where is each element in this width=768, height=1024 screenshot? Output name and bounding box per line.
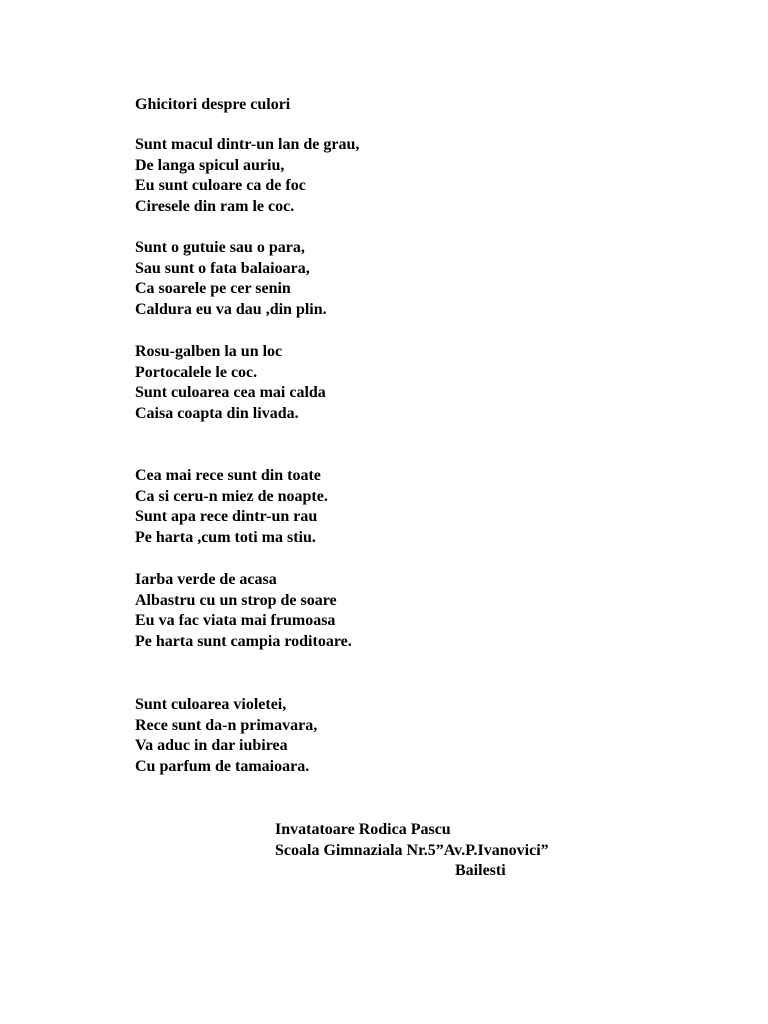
- poem-line: Cu parfum de tamaioara.: [135, 758, 310, 776]
- riddle-stanza-2: [135, 238, 327, 321]
- poem-line: Rosu-galben la un loc: [135, 343, 283, 360]
- poem-line: Caldura eu va dau ,din plin.: [135, 301, 327, 319]
- riddle-stanza-5: [135, 570, 352, 653]
- poem-line: Sunt apa rece dintr-un rau: [135, 508, 318, 526]
- poem-line: Eu va fac viata mai frumoasa: [135, 612, 336, 630]
- document-title: Ghicitori despre culori: [135, 96, 291, 113]
- poem-line: Sunt macul dintr-un lan de grau,: [135, 136, 360, 153]
- poem-line: Pe harta sunt campia roditoare.: [135, 633, 352, 651]
- poem-line: Ciresele din ram le coc.: [135, 198, 295, 216]
- riddle-stanza-6: [135, 695, 317, 778]
- poem-line: Rece sunt da-n primavara,: [135, 716, 318, 734]
- poem-line: Portocalele le coc.: [135, 363, 258, 381]
- poem-line: Ca soarele pe cer senin: [135, 280, 291, 298]
- signature-school: Scoala Gimnaziala Nr.5”Av.P.Ivanovici”: [275, 841, 549, 859]
- riddle-stanza-3: [135, 342, 326, 425]
- poem-line: Sunt culoarea cea mai calda: [135, 384, 326, 402]
- riddle-stanza-4: [135, 466, 328, 549]
- poem-line: Va aduc in dar iubirea: [135, 737, 288, 755]
- poem-line: Cea mai rece sunt din toate: [135, 467, 321, 484]
- poem-line: Eu sunt culoare ca de foc: [135, 177, 306, 195]
- riddle-stanza-1: [135, 135, 359, 218]
- poem-line: Ca si ceru-n miez de noapte.: [135, 487, 328, 505]
- poem-line: Albastru cu un strop de soare: [135, 591, 337, 609]
- signature-town: Bailesti: [455, 862, 506, 880]
- poem-line: Pe harta ,cum toti ma stiu.: [135, 529, 316, 547]
- poem-line: Sunt o gutuie sau o para,: [135, 239, 305, 256]
- poem-line: Iarba verde de acasa: [135, 571, 277, 588]
- poem-line: De langa spicul auriu,: [135, 156, 285, 174]
- poem-line: Sau sunt o fata balaioara,: [135, 259, 310, 277]
- poem-line: Caisa coapta din livada.: [135, 405, 299, 423]
- poem-line: Sunt culoarea violetei,: [135, 696, 287, 713]
- signature-author: Invatatoare Rodica Pascu: [275, 821, 451, 838]
- signature-block: [275, 820, 549, 882]
